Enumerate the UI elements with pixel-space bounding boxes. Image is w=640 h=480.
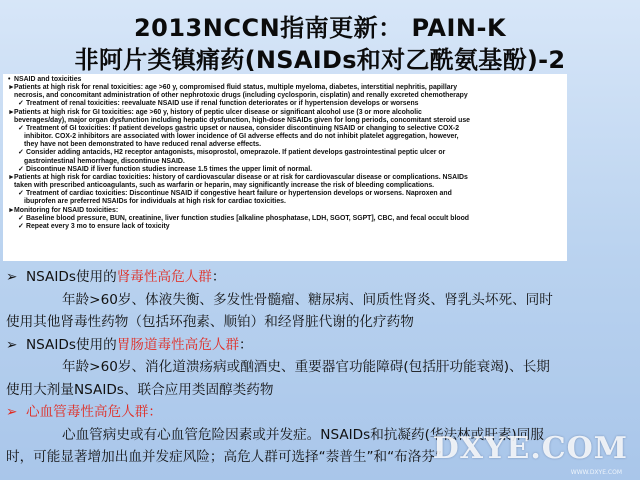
guideline-line: ✓ Treatment of renal toxicities: reevaluate NSAID use if renal function deteriorates or if hypertension develops or worsens (18, 100, 419, 108)
title-line-1: 2013NCCN指南更新： PAIN-K (133, 14, 507, 42)
bullet-icon: ► (8, 173, 15, 181)
slide-title (0, 0, 640, 74)
bullet-icon: ✓ (18, 190, 24, 198)
bullet-icon: ✓ (18, 222, 24, 230)
bullet-icon: • (8, 76, 11, 83)
bullet-icon: ► (8, 84, 15, 92)
title-line-2: 非阿片类镇痛药(NSAIDs和对乙酰氨基酚)-2 (74, 46, 566, 74)
section-gi-heading: ➢ NSAIDs使用的胃肠道毒性高危人群： (6, 334, 634, 357)
section-cardiac-line-2: 时，可能显著增加出血并发症风险；高危人群可选择“萘普生”和“布洛芬” (6, 449, 442, 465)
guideline-line: ✓ Consider adding antacids, H2 receptor antagonists, misoprostol, omeprazole. If patient develops gastrointestinal peptic ulcer or (18, 149, 446, 157)
guideline-line: beverages/day), major organ dysfunction including hepatic dysfunction, high-dose NSAIDs given for long periods, concomitant steroid use (14, 116, 470, 124)
guideline-line: taken with prescribed anticoagulants, such as warfarin or heparin, may significantly increase the risk of bleeding complications. (14, 182, 435, 190)
guideline-line: ibuprofen are preferred NSAIDs for individuals at high risk for cardiac toxicities. (24, 198, 286, 206)
section-renal-line-1: 年龄>60岁、体液失衡、多发性骨髓瘤、糖尿病、间质性肾炎、肾乳头坏死、同时 (62, 291, 553, 308)
guideline-line: ►Monitoring for NSAID toxicities: (8, 206, 119, 214)
bullet-icon: ✓ (18, 100, 24, 108)
renal-risk-label: 肾毒性高危人群 (116, 269, 212, 285)
guideline-line: they have not been demonstrated to have reduced renal adverse effects. (24, 141, 262, 149)
bullet-icon: ► (8, 206, 15, 214)
guideline-line: ✓ Baseline blood pressure, BUN, creatinine, liver function studies [alkaline phosphatase, LDH, SGOT, SGPT], CBC, and fecal occult blood (18, 214, 469, 222)
section-cardiac-heading: ➢ 心血管毒性高危人群： (6, 401, 634, 424)
guideline-line: ►Patients at high risk for cardiac toxicities: history of cardiovascular disease or at risk for cardiovascular disease or complications. NSAIDs (8, 173, 468, 181)
bullet-icon: ✓ (18, 149, 24, 157)
section-cardiac-line-1: 心血管病史或有心血管危险因素或并发症。NSAIDs和抗凝药(华法林或肝素)同服 (62, 426, 544, 443)
section-renal-line-2: 使用其他肾毒性药物（包括环孢素、顺铂）和经肾脏代谢的化疗药物 (6, 314, 414, 330)
guideline-line: ✓ Treatment of GI toxicities: If patient develops gastric upset or nausea, consider discontinuing NSAID or changing to selective COX-2 (18, 124, 460, 132)
guideline-line: ✓ Treatment of cardiac toxicities: Discontinue NSAID if congestive heart failure or hypertension develops or worsens. Naproxen and (18, 190, 452, 198)
bullet-icon: ► (8, 108, 15, 116)
guideline-line: • NSAID and toxicities (8, 76, 82, 83)
guideline-line: ✓ Discontinue NSAID if liver function studies increase 1.5 times the upper limit of normal. (18, 165, 313, 173)
gi-risk-label: 胃肠道毒性高危人群 (116, 336, 240, 353)
section-renal-heading: ➢ NSAIDs使用的肾毒性高危人群： (6, 266, 634, 289)
guideline-line: ✓ Repeat every 3 mo to ensure lack of toxicity (18, 222, 170, 230)
watermark-logo: DXYE.COM (432, 431, 628, 466)
guideline-line: gastrointestinal hemorrhage, discontinue NSAID. (24, 157, 185, 165)
guideline-line: ►Patients at high risk for renal toxicities: age >60 y, compromised fluid status, multiple myeloma, diabetes, interstitial nephritis, papillary (8, 84, 458, 92)
guideline-line: ►Patients at high risk for GI toxicities: age >60 y, history of peptic ulcer disease or significant alcohol use (3 or more alcoholic (8, 108, 422, 116)
section-gi-line-1: 年龄>60岁、消化道溃疡病或酗酒史、重要器官功能障碍(包括肝功能衰竭)、长期 (62, 359, 550, 375)
watermark-sub: WWW.DXYE.COM (570, 469, 622, 476)
section-gi-line-2: 使用大剂量NSAIDs、联合应用类固醇类药物 (6, 381, 274, 398)
nccn-guideline-panel (3, 74, 567, 261)
bullet-icon: ✓ (18, 214, 24, 222)
guideline-line: necrosis, and concomitant administration of other nephrotoxic drugs (including cyclosporin, cisplatin) and renally excreted chemotherapy (14, 92, 468, 100)
arrow-bullet-icon: ➢ (6, 404, 18, 420)
bullet-icon: ✓ (18, 165, 24, 173)
cardiac-risk-label: 心血管毒性高危人群 (26, 404, 149, 420)
bullet-icon: ✓ (18, 124, 24, 132)
guideline-line: inhibitor. COX-2 inhibitors are associated with lower incidence of GI adverse effects and do not inhibit platelet aggregation, however, (24, 133, 459, 141)
arrow-bullet-icon: ➢ (6, 269, 18, 285)
arrow-bullet-icon: ➢ (6, 336, 18, 353)
